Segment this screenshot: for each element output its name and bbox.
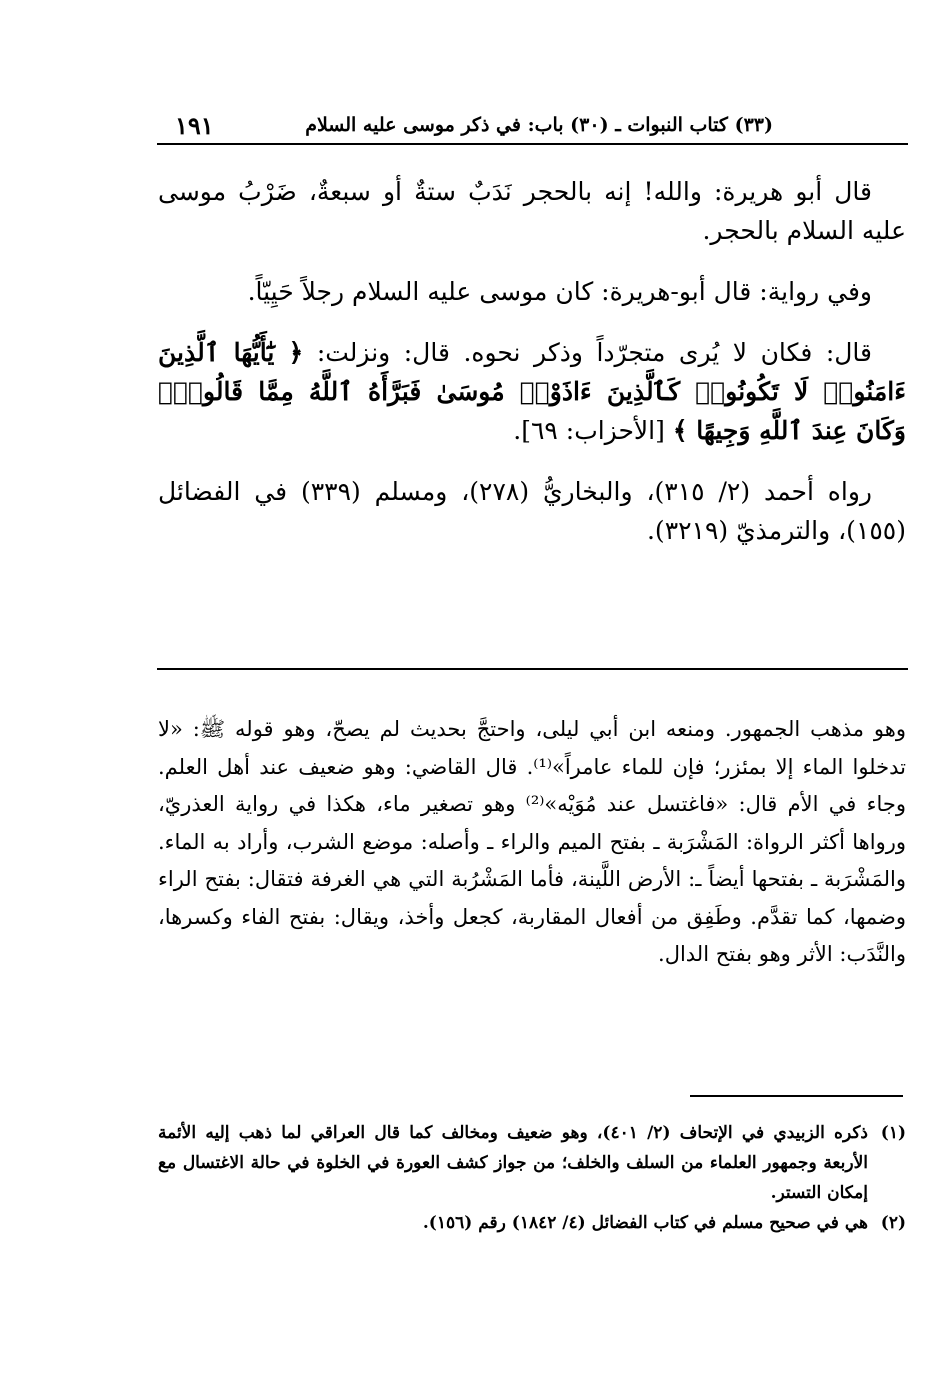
footnotes xyxy=(158,1118,906,1238)
paragraph-sources: رواه أحمد (٢/ ٣١٥)، والبخاريُّ (٢٧٨)، ومسلم (٣٣٩) في الفضائل (١٥٥)، والترمذيّ (٣٢١٩). xyxy=(158,477,906,545)
running-title: (٣٣) كتاب النبوات ـ (٣٠) باب: في ذكر موسى عليه السلام xyxy=(305,114,773,136)
verse-reference: [الأحزاب: ٦٩]. xyxy=(513,416,665,445)
footnote-divider xyxy=(690,1095,903,1097)
section-divider xyxy=(157,668,908,670)
paragraph-quran-revelation xyxy=(158,333,906,450)
footnote-2 xyxy=(158,1208,906,1238)
footnote-text: ذكره الزبيدي في الإتحاف (٢/ ٤٠١)، وهو ضعيف ومخالف كما قال العراقي لما ذهب إليه الأئمة الأربعة وجمهور العلماء من السلف والخلف؛ من جواز كشف العورة في الخلوة في حالة الاغتسال مع إمكان التستر. xyxy=(158,1123,868,1203)
header-rule xyxy=(157,143,908,145)
paragraph-abu-hurayra: قال أبو هريرة: والله! إنه بالحجر نَدَبٌ ستةٌ أو سبعةٌ، ضَرْبُ موسى عليه السلام بالحجر. xyxy=(158,177,906,245)
paragraph-narration: وفي رواية: قال أبو-هريرة: كان موسى عليه السلام رجلاً حَيِيّاً. xyxy=(247,277,872,306)
footnote-text: هي في صحيح مسلم في كتاب الفضائل (٤/ ١٨٤٢) رقم (١٥٦). xyxy=(422,1213,868,1233)
quran-verse: ﴿ يَٰٓأَيُّهَا ٱلَّذِينَ ءَامَنُوا۟ لَا تَكُونُوا۟ كَٱلَّذِينَ ءَاذَوْا۟ مُوسَىٰ فَبَرَّأَهُ ٱللَّهُ مِمَّا قَالُوا۟ۚ وَكَانَ عِندَ ٱللَّهِ وَجِيهًا ﴾ xyxy=(158,338,906,445)
commentary-text xyxy=(158,711,906,974)
page-header xyxy=(160,108,908,142)
main-text xyxy=(158,172,906,572)
footnote-number: (٢) xyxy=(880,1213,906,1233)
footnote-1 xyxy=(158,1118,906,1208)
page-number: ١٩١ xyxy=(175,110,214,140)
commentary-paragraph: وهو مذهب الجمهور. ومنعه ابن أبي ليلى، واحتجَّ بحديث لم يصحّ، وهو قوله ﷺ: «لا تدخلوا الماء إلا بمئزر؛ فإن للماء عامراً»⁽¹⁾. قال القاضي: وهو ضعيف عند أهل العلم. وجاء في الأم قال: «فاغتسل عند مُوَيْه»⁽²⁾ وهو تصغير ماء، هكذا في رواية العذريّ، ورواها أكثر الرواة: المَشْرَبة ـ بفتح الميم والراء ـ وأصله: موضع الشرب، وأراد به الماء. والمَشْرَبة ـ بفتحها أيضاً ـ: الأرض اللَّينة، فأما المَشْرُبة التي هي الغرفة فتقال: بفتح الراء وضمها، كما تقدَّم. وطَفِق من أفعال المقاربة، كجعل وأخذ، ويقال: بفتح الفاء وكسرها، والنَّدَب: الأثر وهو بفتح الدال. xyxy=(158,717,906,966)
revelation-lead: قال: فكان لا يُرى متجرّداً وذكر نحوه. قال: ونزلت: xyxy=(316,338,872,367)
footnote-number: (١) xyxy=(880,1123,906,1143)
